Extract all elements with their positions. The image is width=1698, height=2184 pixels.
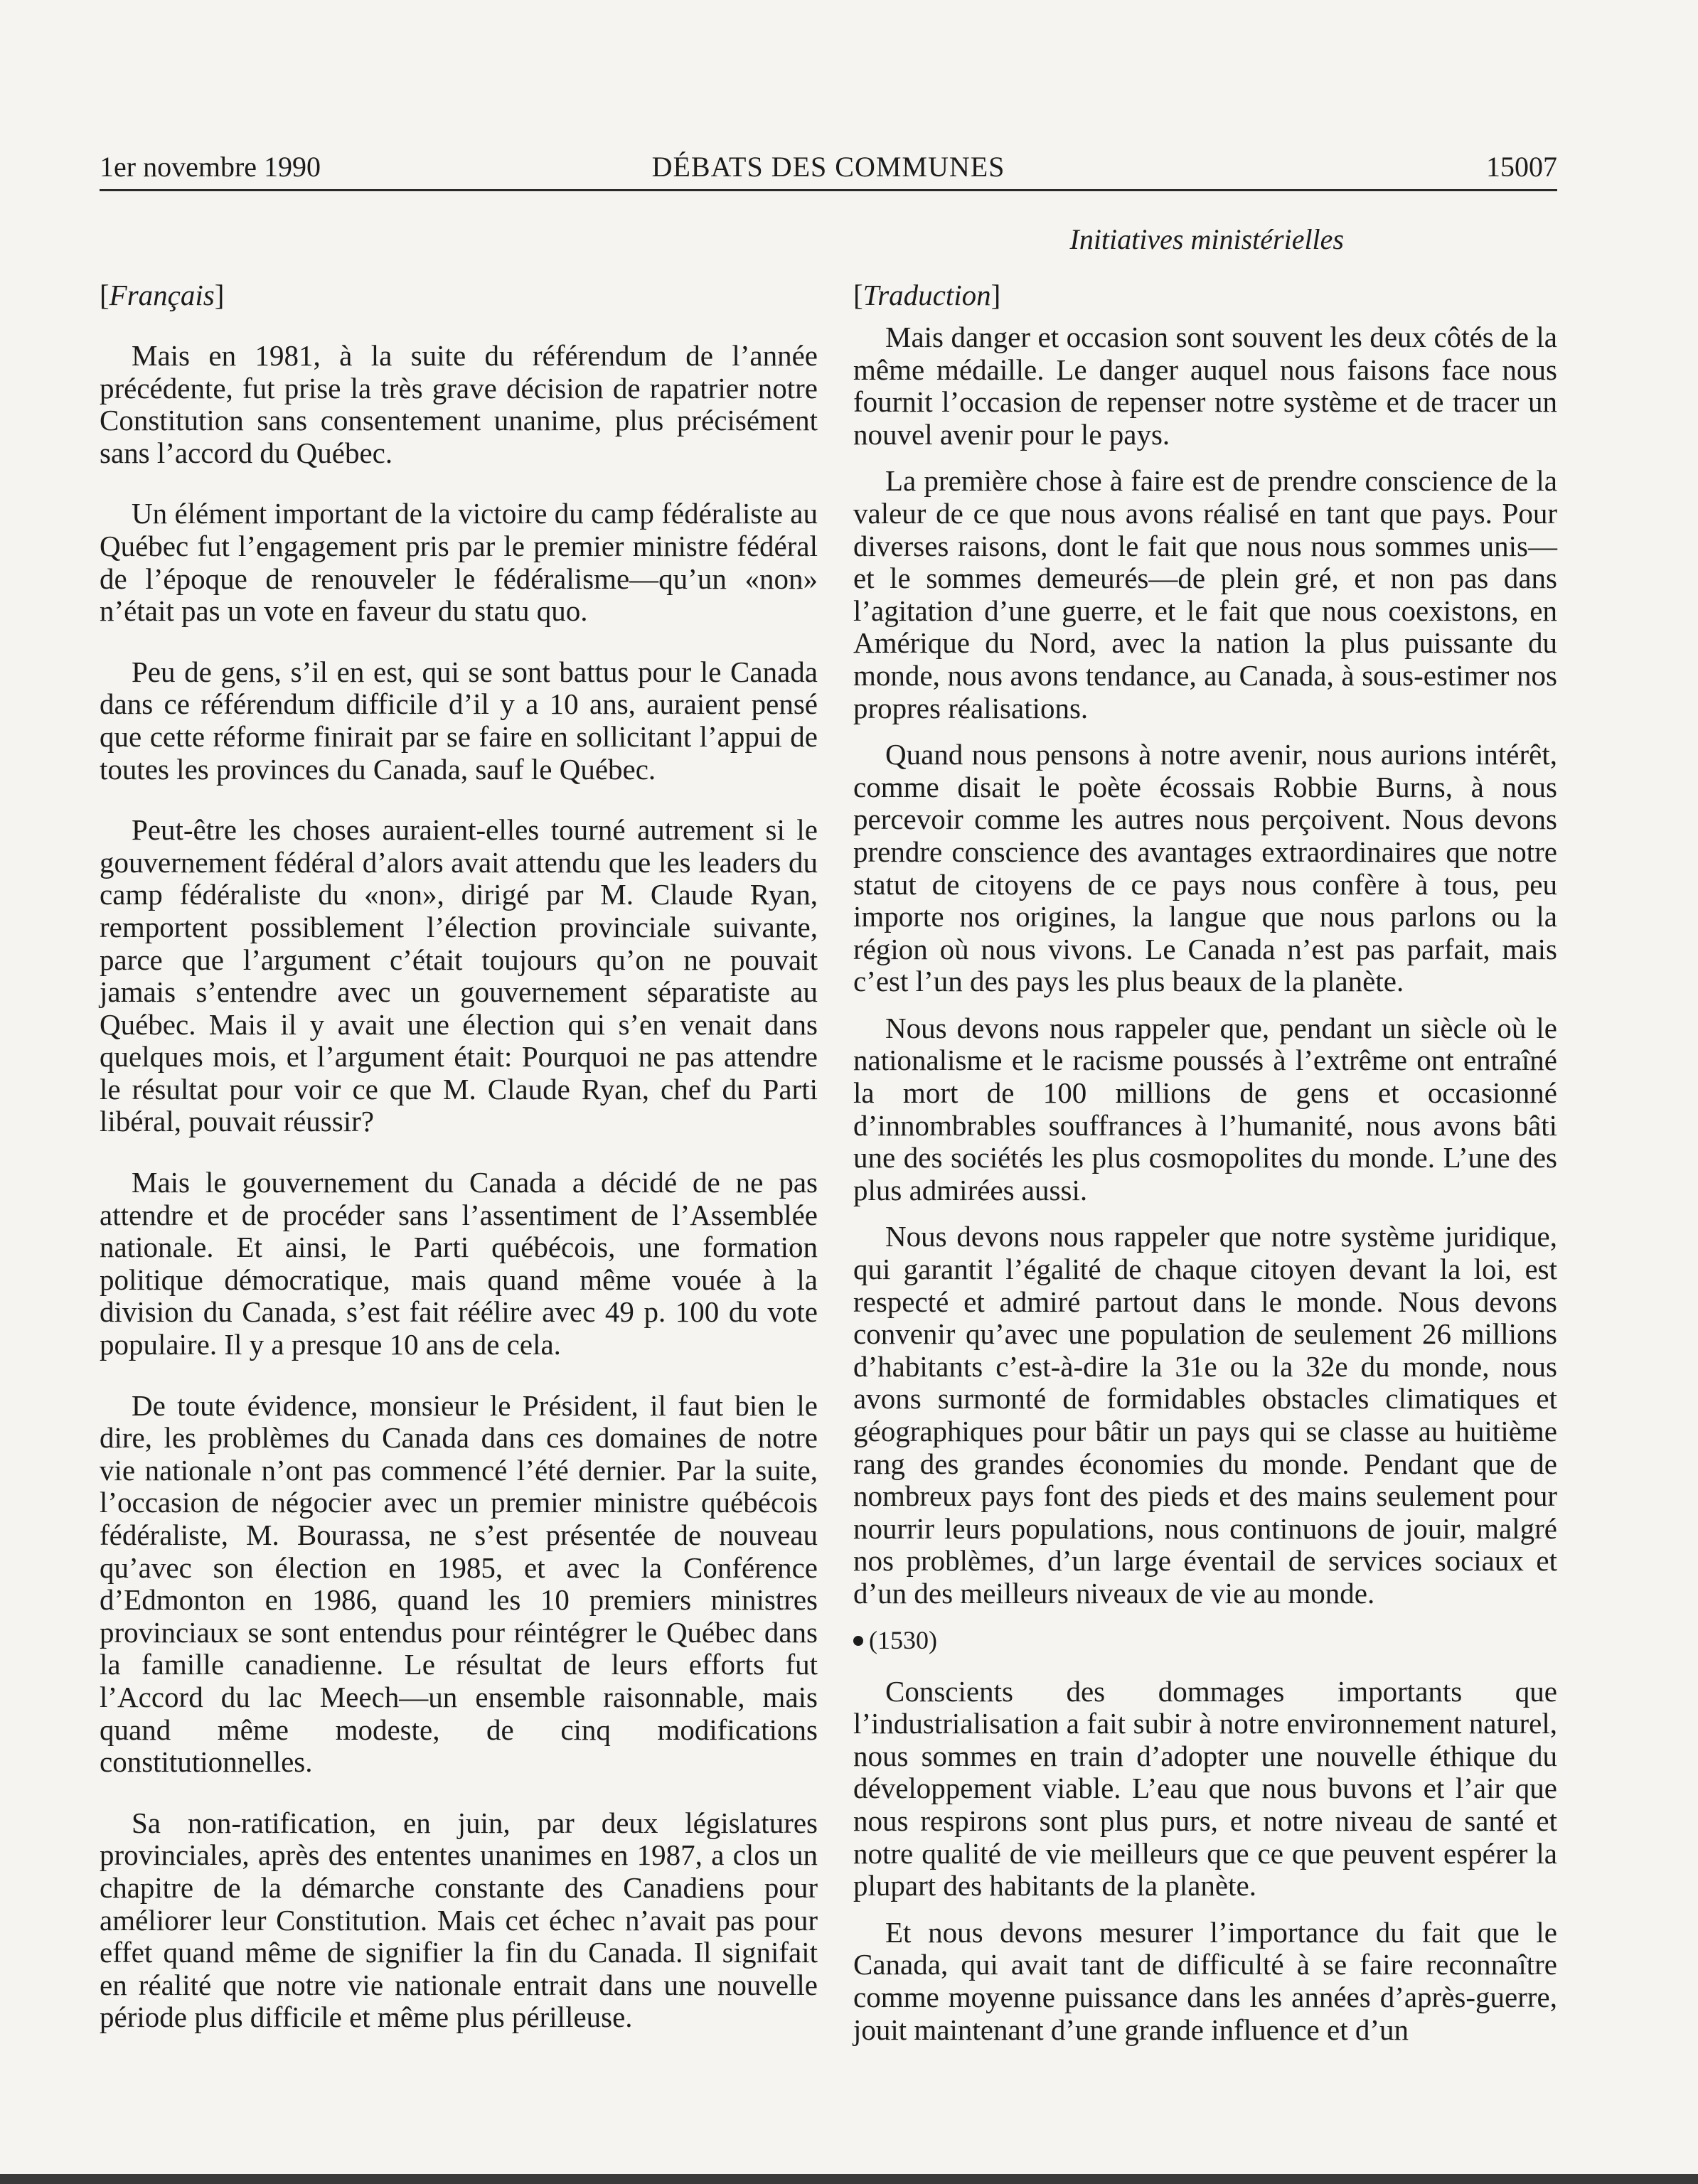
header-rule: [100, 189, 1557, 191]
paragraph: Quand nous pensons à notre avenir, nous aurions intérêt, comme disait le poète écossais Robbie Burns, à nous percevoir comme les autres nous perçoivent. Nous devons prendre conscience des avantages extraordinaires que notre statut de citoyens de ce pays nous confère à tous, peu importe nos origines, la langue que nous parlons ou la région où nous vivons. Le Canada n’est pas parfait, mais c’est l’un des pays les plus beaux de la planète.: [853, 738, 1557, 998]
paragraph: Nous devons nous rappeler que, pendant un siècle où le nationalisme et le racisme poussés à l’extrême ont entraîné la mort de 100 millions de gens et occasionné d’innombrables souffrances à l’humanité, nous avons bâti une des sociétés les plus cosmopolites du monde. L’une des plus admirées aussi.: [853, 1011, 1557, 1206]
language-tag-traduction: [Traduction]: [853, 279, 1001, 311]
time-marker: [853, 1624, 1557, 1656]
paragraph: Mais le gouvernement du Canada a décidé de ne pas attendre et de procéder sans l’assentiment de l’Assemblée nationale. Et ainsi, le Parti québécois, une formation politique démocratique, mais quand même vouée à la division du Canada, s’est fait réélire avec 49 p. 100 du vote populaire. Il y a presque 10 ans de cela.: [100, 1166, 818, 1361]
right-column: [853, 279, 1557, 2060]
language-tag-francais: [Français]: [100, 279, 225, 311]
paragraph: Sa non-ratification, en juin, par deux législatures provinciales, après des ententes unanimes en 1987, a clos un chapitre de la démarche constante des Canadiens pour améliorer leur Constitution. Mais cet échec n’avait pas pour effet quand même de signifier la fin du Canada. Il signifait en réalité que notre vie nationale entrait dans une nouvelle période plus difficile et même plus périlleuse.: [100, 1806, 818, 2034]
paragraph: Et nous devons mesurer l’importance du fait que le Canada, qui avait tant de difficulté à se faire reconnaître comme moyenne puissance dans les années d’après-guerre, jouit maintenant d’une grande influence et d’un: [853, 1915, 1557, 2046]
paragraph: Mais en 1981, à la suite du référendum de l’année précédente, fut prise la très grave décision de rapatrier notre Constitution sans consentement unanime, plus précisément sans l’accord du Québec.: [100, 339, 818, 469]
header-date: 1er novembre 1990: [100, 151, 321, 183]
language-tag-label: Français: [109, 279, 215, 311]
paragraph: Conscients des dommages importants que l’industrialisation a fait subir à notre environnement naturel, nous sommes en train d’adopter une nouvelle éthique du développement viable. L’eau que nous buvons et l’air que nous respirons sont plus purs, et notre niveau de santé et notre qualité de vie meilleurs que ce que peuvent espérer la plupart des habitants de la planète.: [853, 1674, 1557, 1902]
left-column: [100, 279, 818, 2062]
section-heading: Initiatives ministérielles: [1069, 223, 1344, 255]
paragraph: Nous devons nous rappeler que notre système juridique, qui garantit l’égalité de chaque citoyen devant la loi, est respecté et admiré partout dans le monde. Nous devons convenir qu’avec une population de seulement 26 millions d’habitants c’est-à-dire la 31e ou la 32e du monde, nous avons surmonté de formidables obstacles climatiques et géographiques pour bâtir un pays qui se classe au huitième rang des grandes économies du monde. Pendant que de nombreux pays font des pieds et des mains seulement pour nourrir leurs populations, nous continuons de jouir, malgré nos problèmes, d’un large éventail de services sociaux et d’un des meilleurs niveaux de vie au monde.: [853, 1220, 1557, 1610]
paragraph: Un élément important de la victoire du camp fédéraliste au Québec fut l’engagement pris par le premier ministre fédéral de l’époque de renouveler le fédéralisme—qu’un «non» n’était pas un vote en faveur du statu quo.: [100, 497, 818, 628]
bullet-icon: [853, 1636, 863, 1646]
page-number: 15007: [1486, 151, 1557, 183]
paragraph: Peut-être les choses auraient-elles tourné autrement si le gouvernement fédéral d’alors avait attendu que les leaders du camp fédéraliste du «non», dirigé par M. Claude Ryan, remportent possiblement l’élection provinciale suivante, parce que l’argument c’était toujours qu’on ne pouvait jamais s’entendre avec un gouvernement séparatiste au Québec. Mais il y avait une élection qui s’en venait dans quelques mois, et l’argument était: Pourquoi ne pas attendre le résultat pour voir ce que M. Claude Ryan, chef du Parti libéral, pouvait réussir?: [100, 813, 818, 1138]
paragraph: Peu de gens, s’il en est, qui se sont battus pour le Canada dans ce référendum difficile d’il y a 10 ans, auraient pensé que cette réforme finirait par se faire en sollicitant l’appui de toutes les provinces du Canada, sauf le Québec.: [100, 655, 818, 786]
scan-edge: [0, 2174, 1698, 2184]
time-marker-text: (1530): [869, 1625, 937, 1654]
language-tag-label: Traduction: [863, 279, 991, 311]
header-title: DÉBATS DES COMMUNES: [651, 151, 1005, 183]
paragraph: La première chose à faire est de prendre conscience de la valeur de ce que nous avons réalisé en tant que pays. Pour diverses raisons, dont le fait que nous nous sommes unis—et le sommes demeurés—de plein gré, et non pas dans l’agitation d’une guerre, et le fait que nous coexistons, en Amérique du Nord, avec la nation la plus puissante du monde, nous avons tendance, au Canada, à sous-estimer nos propres réalisations.: [853, 464, 1557, 724]
paragraph: De toute évidence, monsieur le Président, il faut bien le dire, les problèmes du Canada dans ces domaines de notre vie nationale n’ont pas commencé l’été dernier. Par la suite, l’occasion de négocier avec un premier ministre québécois fédéraliste, M. Bourassa, ne s’est présentée de nouveau qu’avec son élection en 1985, et avec la Conférence d’Edmonton en 1986, quand les 10 premiers ministres provinciaux se sont entendus pour réintégrer le Québec dans la famille canadienne. Le résultat de leurs efforts fut l’Accord du lac Meech—un ensemble raisonnable, mais quand même modeste, de cinq modifications constitutionnelles.: [100, 1388, 818, 1779]
running-header: [100, 146, 1557, 188]
paragraph: Mais danger et occasion sont souvent les deux côtés de la même médaille. Le danger auquel nous faisons face nous fournit l’occasion de repenser notre système et de tracer un nouvel avenir pour le pays.: [853, 321, 1557, 451]
